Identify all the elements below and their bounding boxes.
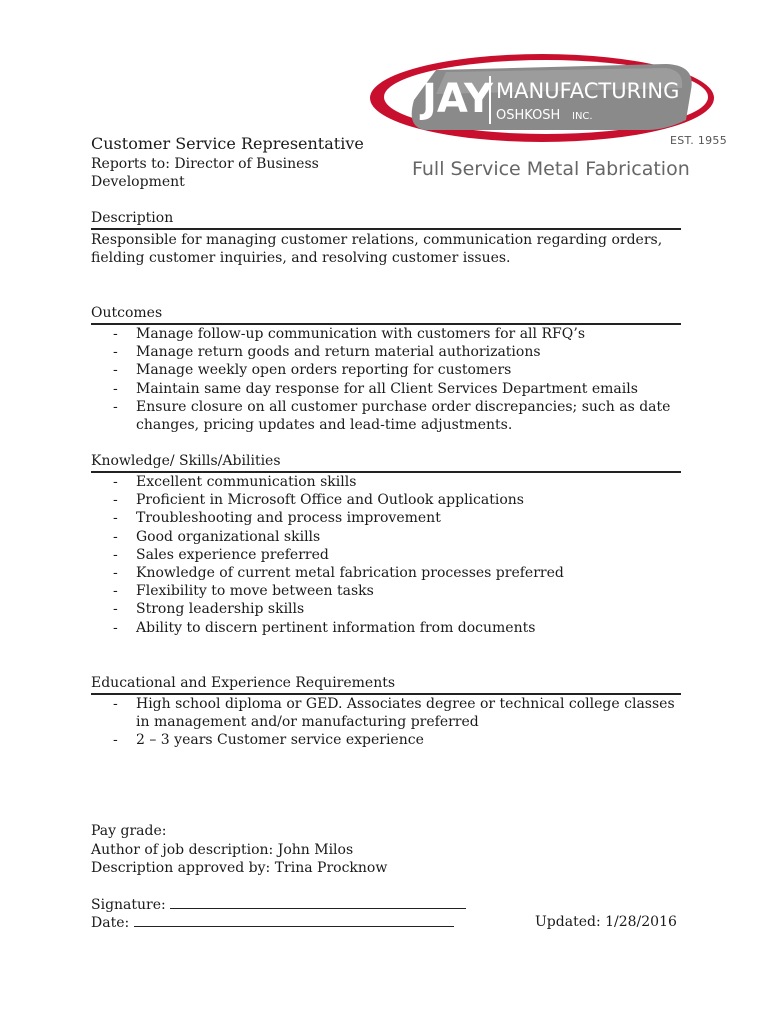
logo-line2: OSHKOSH: [496, 108, 561, 123]
job-title: Customer Service Representative: [91, 134, 364, 153]
list-item: - Good organizational skills: [91, 528, 681, 546]
date-label: Date:: [91, 915, 130, 931]
list-item: - Ability to discern pertinent information from documents: [91, 619, 681, 637]
education-list: [91, 695, 681, 750]
tagline: Full Service Metal Fabrication: [412, 158, 690, 180]
reports-to: Reports to: Director of Business Development: [91, 156, 319, 190]
list-item: - Ensure closure on all customer purchase order discrepancies; such as date changes, pricing updates and lead-time adjustments.: [91, 398, 681, 434]
list-item: - 2 – 3 years Customer service experience: [91, 731, 681, 749]
list-item: - Manage weekly open orders reporting for customers: [91, 361, 681, 379]
author: Author of job description: John Milos: [91, 842, 354, 858]
signature-row: [91, 896, 466, 914]
signature-label: Signature:: [91, 897, 166, 913]
list-item: - Sales experience preferred: [91, 546, 681, 564]
pay-grade: Pay grade:: [91, 823, 167, 839]
list-item: - Troubleshooting and process improvement: [91, 509, 681, 527]
list-item: - Strong leadership skills: [91, 600, 681, 618]
description-text: Responsible for managing customer relations, communication regarding orders, fielding customer inquiries, and resolving customer issues.: [91, 232, 663, 266]
signature-line[interactable]: [170, 896, 466, 909]
logo-line1: MANUFACTURING: [496, 79, 680, 103]
skills-list: [91, 473, 681, 637]
list-item: - Proficient in Microsoft Office and Outlook applications: [91, 491, 681, 509]
list-item: - Manage return goods and return material authorizations: [91, 343, 681, 361]
approved-by: Description approved by: Trina Procknow: [91, 860, 388, 876]
date-line[interactable]: [134, 914, 454, 927]
education-heading: Educational and Experience Requirements: [91, 674, 681, 695]
list-item: - Maintain same day response for all Client Services Department emails: [91, 380, 681, 398]
logo-line2-suffix: INC.: [572, 111, 593, 122]
established-year: EST. 1955: [670, 134, 728, 147]
logo-brand: JAY: [422, 76, 493, 122]
jay-manufacturing-logo: [366, 50, 718, 150]
list-item: - Excellent communication skills: [91, 473, 681, 491]
updated-date: Updated: 1/28/2016: [535, 914, 677, 930]
list-item: - Knowledge of current metal fabrication processes preferred: [91, 564, 681, 582]
skills-heading: Knowledge/ Skills/Abilities: [91, 452, 681, 473]
list-item: - Flexibility to move between tasks: [91, 582, 681, 600]
list-item: - Manage follow-up communication with customers for all RFQ’s: [91, 325, 681, 343]
date-row: [91, 914, 454, 932]
outcomes-list: [91, 325, 681, 434]
list-item: - High school diploma or GED. Associates degree or technical college classes in management and/or manufacturing preferred: [91, 695, 681, 731]
outcomes-heading: Outcomes: [91, 304, 681, 325]
description-heading: Description: [91, 209, 681, 230]
